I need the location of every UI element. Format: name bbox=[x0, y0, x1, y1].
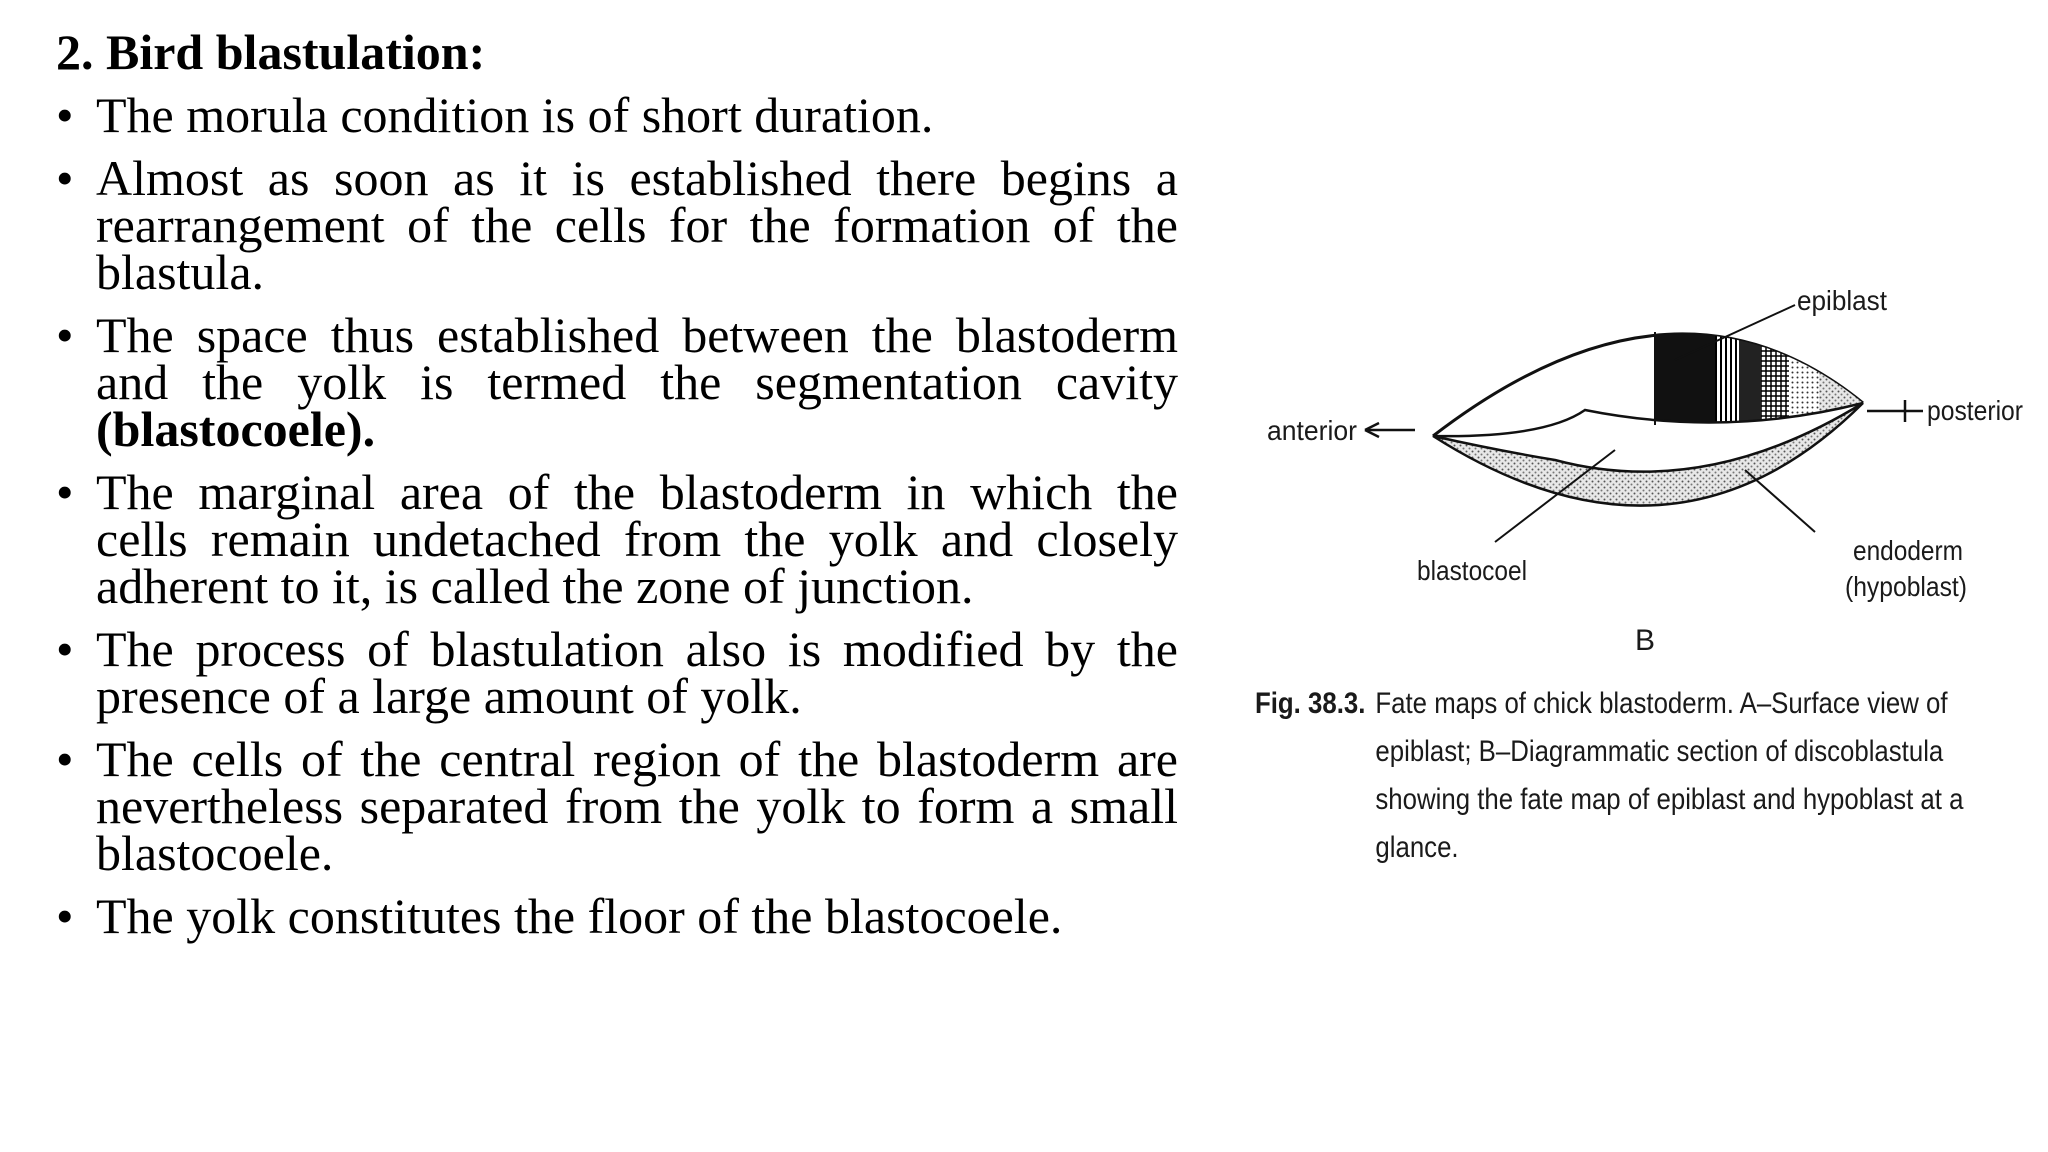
slide-title: 2. Bird blastulation: bbox=[56, 24, 486, 80]
bullet-item bbox=[56, 621, 1178, 724]
figure-caption-text: Fate maps of chick blastoderm. A–Surface view of epiblast; B–Diagrammatic section of discoblastula showing the fate map of epiblast and hypoblast at a glance. bbox=[1375, 687, 1964, 864]
bullet-icon: • bbox=[56, 464, 74, 520]
slide-text bbox=[56, 22, 1178, 956]
bullet-item bbox=[56, 731, 1178, 881]
bullet-icon: • bbox=[56, 307, 74, 363]
bullet-item bbox=[56, 464, 1178, 614]
posterior-label: posterior bbox=[1927, 395, 2023, 426]
bullet-icon: • bbox=[56, 87, 74, 143]
bullet-list bbox=[56, 87, 1178, 944]
bullet-text: The marginal area of the blastoderm in which the cells remain undetached from the yolk and closely adherent to it, is called the zone of junction. bbox=[96, 464, 1178, 614]
figure-caption bbox=[1255, 680, 1964, 872]
figure-number: Fig. 38.3. bbox=[1255, 687, 1366, 720]
blastocoel-label: blastocoel bbox=[1417, 555, 1527, 586]
bullet-bold-term: (blastocoele). bbox=[96, 401, 376, 457]
blastoderm-diagram bbox=[1255, 270, 2035, 690]
hypoblast-label: (hypoblast) bbox=[1845, 571, 1967, 602]
bullet-item bbox=[56, 87, 1178, 143]
epiblast-label: epiblast bbox=[1797, 285, 1888, 316]
panel-label: B bbox=[1635, 624, 1656, 657]
bullet-text: The process of blastulation also is modified by the presence of a large amount of yolk. bbox=[96, 621, 1178, 724]
bullet-icon: • bbox=[56, 731, 74, 787]
bullet-text: The yolk constitutes the floor of the blastocoele. bbox=[96, 888, 1063, 944]
bullet-item bbox=[56, 150, 1178, 300]
bullet-item bbox=[56, 888, 1178, 944]
bullet-icon: • bbox=[56, 621, 74, 677]
bullet-icon: • bbox=[56, 888, 74, 944]
anterior-label: anterior bbox=[1267, 415, 1357, 446]
bullet-text: The space thus established between the blastoderm and the yolk is termed the segmentation cavity bbox=[96, 307, 1178, 410]
bullet-icon: • bbox=[56, 150, 74, 206]
endoderm-label: endoderm bbox=[1853, 535, 1963, 566]
bullet-text: Almost as soon as it is established there begins a rearrangement of the cells for the formation of the blastula. bbox=[96, 150, 1178, 300]
bullet-item bbox=[56, 307, 1178, 457]
bullet-text: The morula condition is of short duration. bbox=[96, 87, 934, 143]
bullet-text: The cells of the central region of the blastoderm are nevertheless separated from the yolk to form a small blastocoele. bbox=[96, 731, 1178, 881]
